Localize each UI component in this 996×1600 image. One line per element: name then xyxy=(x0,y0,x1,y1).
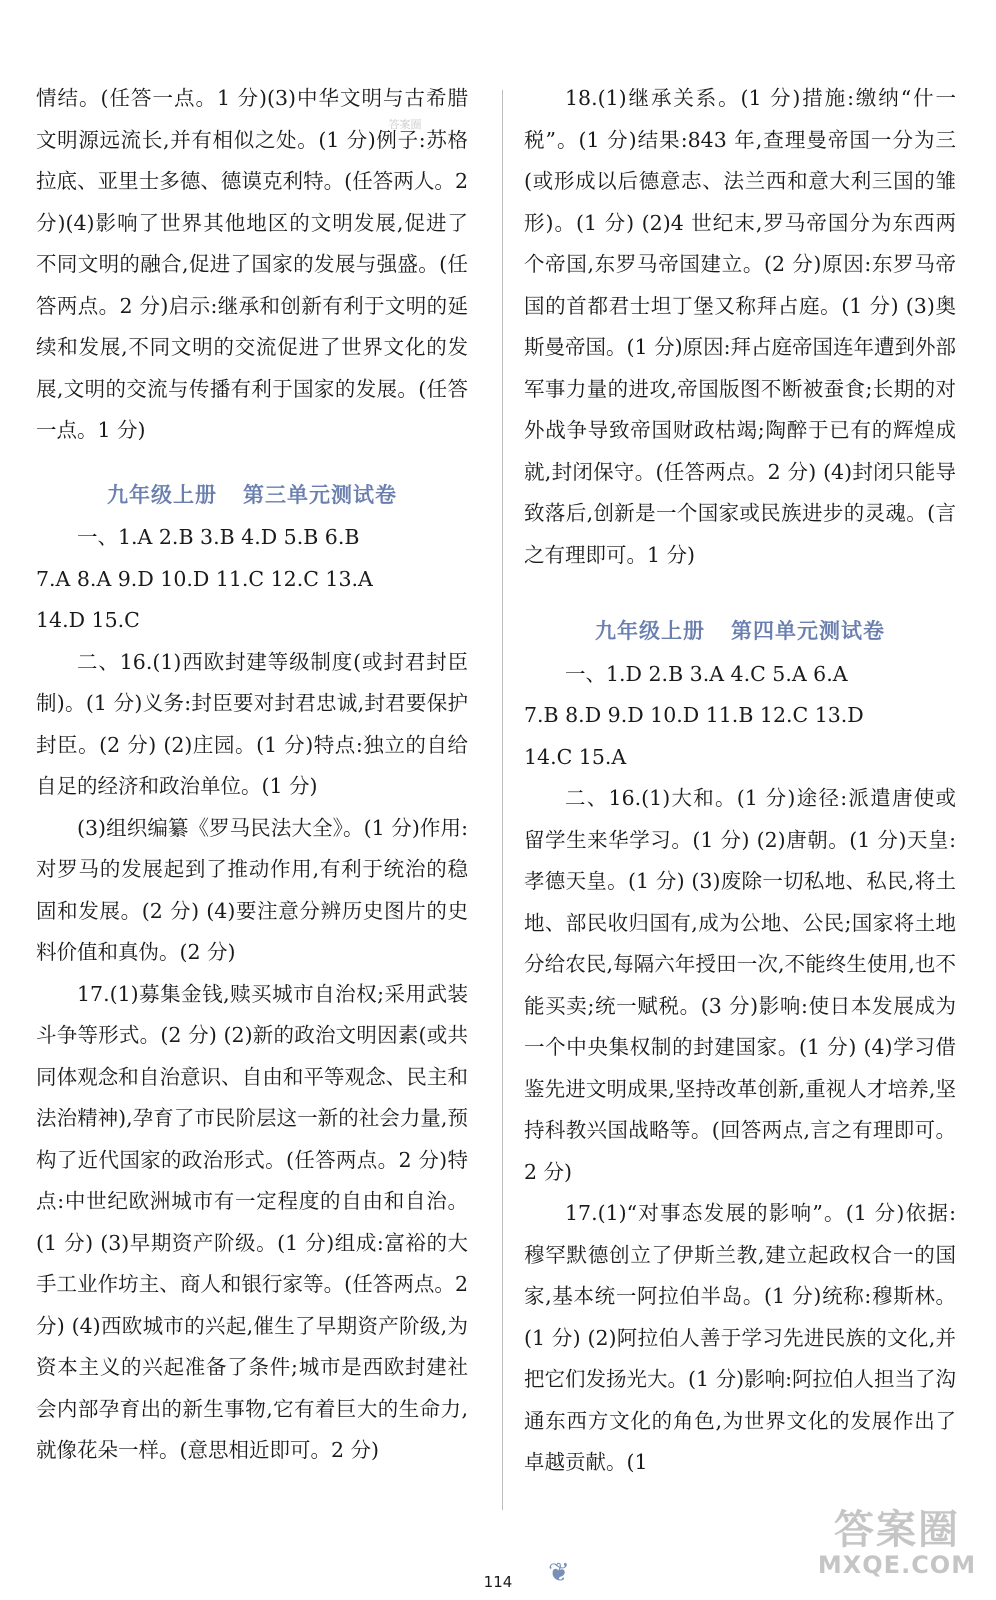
mc-answers-line-2: 7.B 8.D 9.D 10.D 11.B 12.C 13.D xyxy=(524,703,864,727)
right-column xyxy=(524,78,956,1484)
watermark-stamp xyxy=(365,118,445,158)
mc-answers-line-3: 14.D 15.C xyxy=(36,608,140,632)
answer-paragraph-continued: 情结。(任答一点。1 分)(3)中华文明与古希腊文明源远流长,并有相似之处。(1 分)例子:苏格拉底、亚里士多德、德谟克利特。(任答两人。2 分)(4)影响了世界其他地区的文明发展,促进了不同文明的融合,促进了国家的发展与强盛。(任答两点。2 分)启示:继承和创新有利于文明的延续和发展,不同文明的交流促进了世界文化的发展,文明的交流与传播有利于国家的发展。(任答一点。1 分) xyxy=(36,86,468,442)
watermark-stamp-text: 答案圈 xyxy=(388,118,422,131)
answer-q18: 18.(1)继承关系。(1 分)措施:缴纳“什一税”。(1 分)结果:843 年,查理曼帝国一分为三(或形成以后德意志、法兰西和意大利三国的雏形)。(1 分) (2)4 世纪末,罗马帝国分为东西两个帝国,东罗马帝国建立。(2 分)原因:东罗马帝国的首都君士坦丁堡又称拜占庭。(1 分) (3)奥斯曼帝国。(1 分)原因:拜占庭帝国连年遭到外部军事力量的进攻,帝国版图不断被蚕食;长期的对外战争导致帝国财政枯竭;陶醉于已有的辉煌成就,封闭保守。(任答两点。2 分) (4)封闭只能导致落后,创新是一个国家或民族进步的灵魂。(言之有理即可。1 分) xyxy=(524,86,956,567)
mc-answers-line-2: 7.A 8.A 9.D 10.D 11.C 12.C 13.A xyxy=(36,566,373,591)
answer-q16-continued: (3)组织编纂《罗马民法大全》。(1 分)作用:对罗马的发展起到了推动作用,有利于统治的稳固和发展。(2 分) (4)要注意分辨历史图片的史料价值和真伪。(2 分) xyxy=(36,815,468,964)
mc-answers-line-1: 一、1.A 2.B 3.B 4.D 5.B 6.B xyxy=(77,525,360,549)
mc-answers-line-3: 14.C 15.A xyxy=(524,744,627,769)
answer-q16: 二、16.(1)西欧封建等级制度(或封君封臣制)。(1 分)义务:封臣要对封君忠诚,封君要保护封臣。(2 分) (2)庄园。(1 分)特点:独立的自给自足的经济和政治单位。(1 分) xyxy=(36,649,468,798)
heading-grade: 九年级上册 xyxy=(595,618,705,643)
answer-q17: 17.(1)募集金钱,赎买城市自治权;采用武装斗争等形式。(2 分) (2)新的政治文明因素(或共同体观念和自治意识、自由和平等观念、民主和法治精神),孕育了市民阶层这一新的社会力量,预构了近代国家的政治形式。(任答两点。2 分)特点:中世纪欧洲城市有一定程度的自由和自治。(1 分) (3)早期资产阶级。(1 分)组成:富裕的大手工业作坊主、商人和银行家等。(任答两点。2 分) (4)西欧城市的兴起,催生了早期资产阶级,为资本主义的兴起准备了条件;城市是西欧封建社会内部孕育出的新生事物,它有着巨大的生命力,就像花朵一样。(意思相近即可。2 分) xyxy=(36,981,468,1462)
mc-answers-line-1: 一、1.D 2.B 3.A 4.C 5.A 6.A xyxy=(565,661,848,686)
answer-q16: 二、16.(1)大和。(1 分)途径:派遣唐使或留学生来华学习。(1 分) (2)唐朝。(1 分)天皇:孝德天皇。(1 分) (3)废除一切私地、私民,将土地、部民收归国有,成为公地、公民;国家将土地分给农民,每隔六年授田一次,不能终生使用,也不能买卖;统一赋税。(3 分)影响:使日本发展成为一个中央集权制的封建国家。(1 分) (4)学习借鉴先进文明成果,坚持改革创新,重视人才培养,坚持科教兴国战略等。(回答两点,言之有理即可。2 分) xyxy=(524,786,956,1184)
heading-grade: 九年级上册 xyxy=(107,481,217,507)
watermark-logo xyxy=(812,1508,982,1588)
heading-unit: 第四单元测试卷 xyxy=(731,618,885,643)
watermark-logo-text: 答案圈 xyxy=(834,1507,960,1553)
leaf-ornament-icon: ❦ xyxy=(548,1558,570,1588)
left-column xyxy=(36,78,468,1472)
section-heading-unit-3 xyxy=(36,474,468,516)
answer-q17: 17.(1)“对事态发展的影响”。(1 分)依据:穆罕默德创立了伊斯兰教,建立起政权合一的国家,基本统一阿拉伯半岛。(1 分)统称:穆斯林。(1 分) (2)阿拉伯人善于学习先进民族的文化,并把它们发扬光大。(1 分)影响:阿拉伯人担当了沟通东西方文化的角色,为世界文化的发展作出了卓越贡献。(1 xyxy=(524,1201,956,1474)
watermark-logo-url: MXQE.COM xyxy=(817,1551,977,1579)
column-divider xyxy=(502,90,503,1510)
section-heading-unit-4 xyxy=(524,610,956,652)
heading-unit: 第三单元测试卷 xyxy=(243,481,397,507)
page-number: 114 xyxy=(483,1573,513,1591)
